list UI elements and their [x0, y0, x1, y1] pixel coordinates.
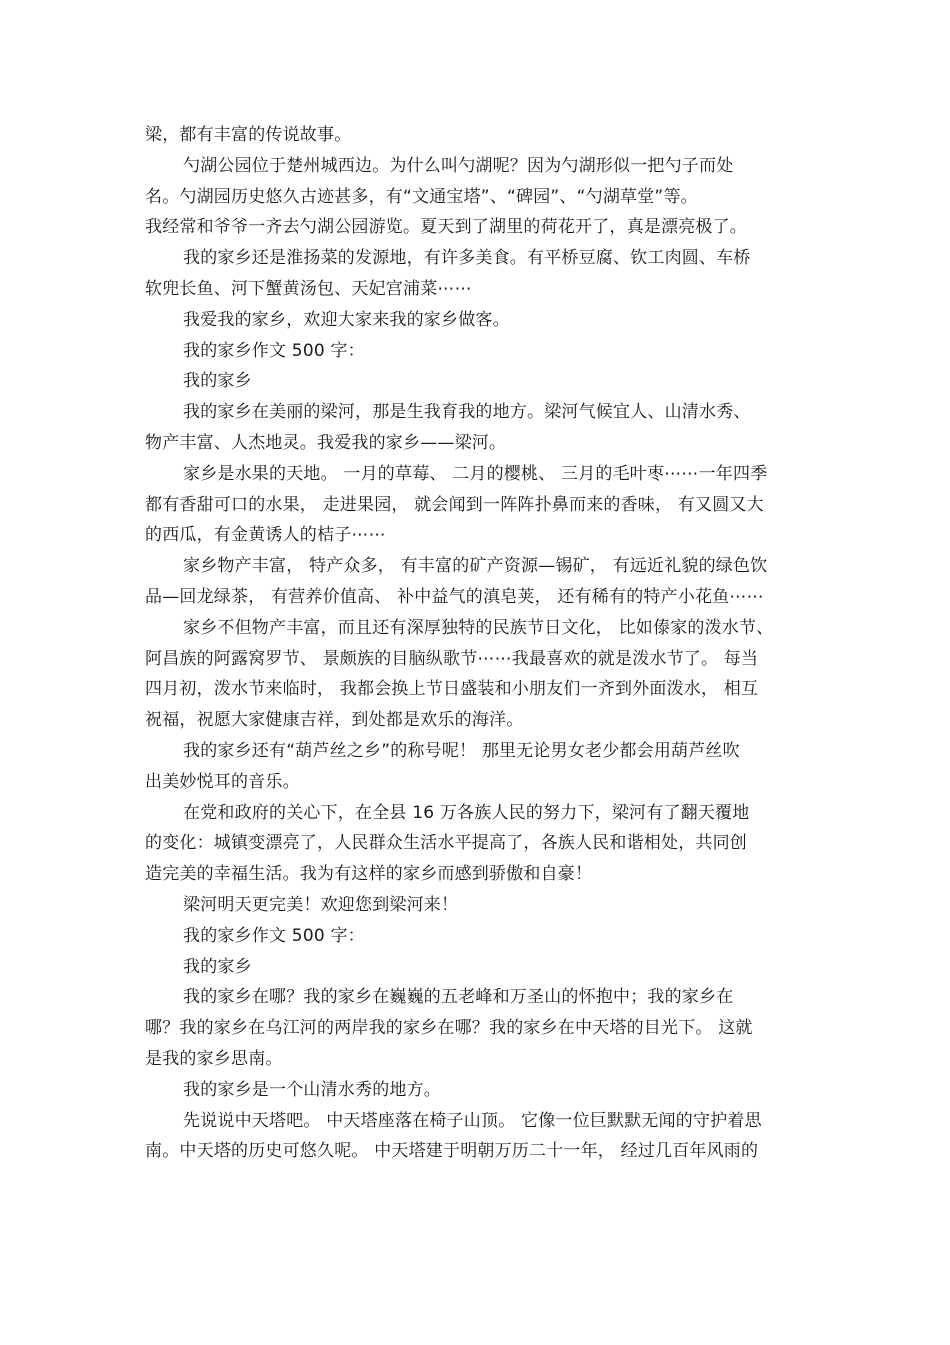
text-line: 名。勺湖园历史悠久古迹甚多，有“文通宝塔”、“碑园”、“勺湖草堂”等。	[145, 186, 698, 207]
text-line: 我的家乡是一个山清水秀的地方。	[183, 1079, 441, 1100]
text-line: 我的家乡在哪？我的家乡在巍巍的五老峰和万圣山的怀抱中；我的家乡在	[183, 987, 734, 1008]
text-line: 我的家乡还有“葫芦丝之乡”的称号呢！ 那里无论男女老少都会用葫芦丝吹	[183, 740, 740, 761]
text-line: 家乡物产丰富， 特产众多， 有丰富的矿产资源—锡矿， 有远近礼貌的绿色饮	[183, 556, 768, 577]
text-line: 我经常和爷爷一齐去勺湖公园游览。夏天到了湖里的荷花开了，真是漂亮极了。	[145, 217, 747, 238]
text-line: 我的家乡作文 500 字：	[183, 340, 365, 361]
text-line: 祝福，祝愿大家健康吉祥，到处都是欢乐的海洋。	[145, 710, 524, 731]
text-line: 软兜长鱼、河下蟹黄汤包、天妃宫浦菜⋯⋯	[145, 278, 472, 299]
text-line: 四月初，泼水节来临时， 我都会换上节日盛装和小朋友们一齐到外面泼水， 相互	[145, 679, 759, 700]
text-line: 先说说中天塔吧。 中天塔座落在椅子山顶。 它像一位巨默默无闻的守护着思	[183, 1110, 762, 1131]
text-line: 在党和政府的关心下，在全县 16 万各族人民的努力下，梁河有了翻天覆地	[183, 802, 750, 823]
text-line: 我的家乡作文 500 字：	[183, 925, 365, 946]
text-line: 梁河明天更完美！欢迎您到梁河来！	[183, 894, 459, 915]
text-line: 物产丰富、人杰地灵。我爱我的家乡——梁河。	[145, 432, 507, 453]
text-line: 家乡不但物产丰富，而且还有深厚独特的民族节日文化， 比如傣家的泼水节、	[183, 617, 774, 638]
text-line: 家乡是水果的天地。 一月的草莓、 二月的樱桃、 三月的毛叶枣⋯⋯一年四季	[183, 463, 768, 484]
text-line: 哪？我的家乡在乌江河的两岸我的家乡在哪？我的家乡在中天塔的目光下。 这就	[145, 1018, 753, 1039]
text-line: 的变化：城镇变漂亮了，人民群众生活水平提高了，各族人民和谐相处，共同创	[145, 833, 747, 854]
text-line: 的西瓜，有金黄诱人的桔子⋯⋯	[145, 525, 386, 546]
text-line: 梁，都有丰富的传说故事。	[145, 125, 352, 145]
text-line: 我的家乡还是淮扬菜的发源地，有许多美食。有平桥豆腐、钦工肉圆、车桥	[183, 248, 751, 269]
text-line: 我的家乡	[183, 371, 252, 392]
text-line: 我的家乡	[183, 956, 252, 977]
text-line: 品—回龙绿茶， 有营养价值高、 补中益气的滇皂荚， 还有稀有的特产小花鱼⋯⋯	[145, 586, 764, 607]
text-line: 造完美的幸福生活。我为有这样的家乡而感到骄傲和自豪！	[145, 864, 593, 885]
text-line: 出美妙悦耳的音乐。	[145, 771, 300, 792]
text-line: 勺湖公园位于楚州城西边。为什么叫勺湖呢？因为勺湖形似一把勺子而处	[183, 155, 734, 176]
text-line: 南。中天塔的历史可悠久呢。 中天塔建于明朝万历二十一年， 经过几百年风雨的	[145, 1141, 759, 1162]
text-line: 我爱我的家乡，欢迎大家来我的家乡做客。	[183, 309, 510, 330]
text-line: 我的家乡在美丽的梁河，那是生我育我的地方。梁河气候宜人、山清水秀、	[183, 402, 751, 423]
text-line: 是我的家乡思南。	[145, 1048, 283, 1069]
text-line: 都有香甜可口的水果， 走进果园， 就会闻到一阵阵扑鼻而来的香味， 有又圆又大	[145, 494, 764, 515]
text-line: 阿昌族的阿露窝罗节、 景颇族的目脑纵歌节⋯⋯我最喜欢的就是泼水节了。 每当	[145, 648, 759, 669]
document-body	[145, 120, 825, 1167]
